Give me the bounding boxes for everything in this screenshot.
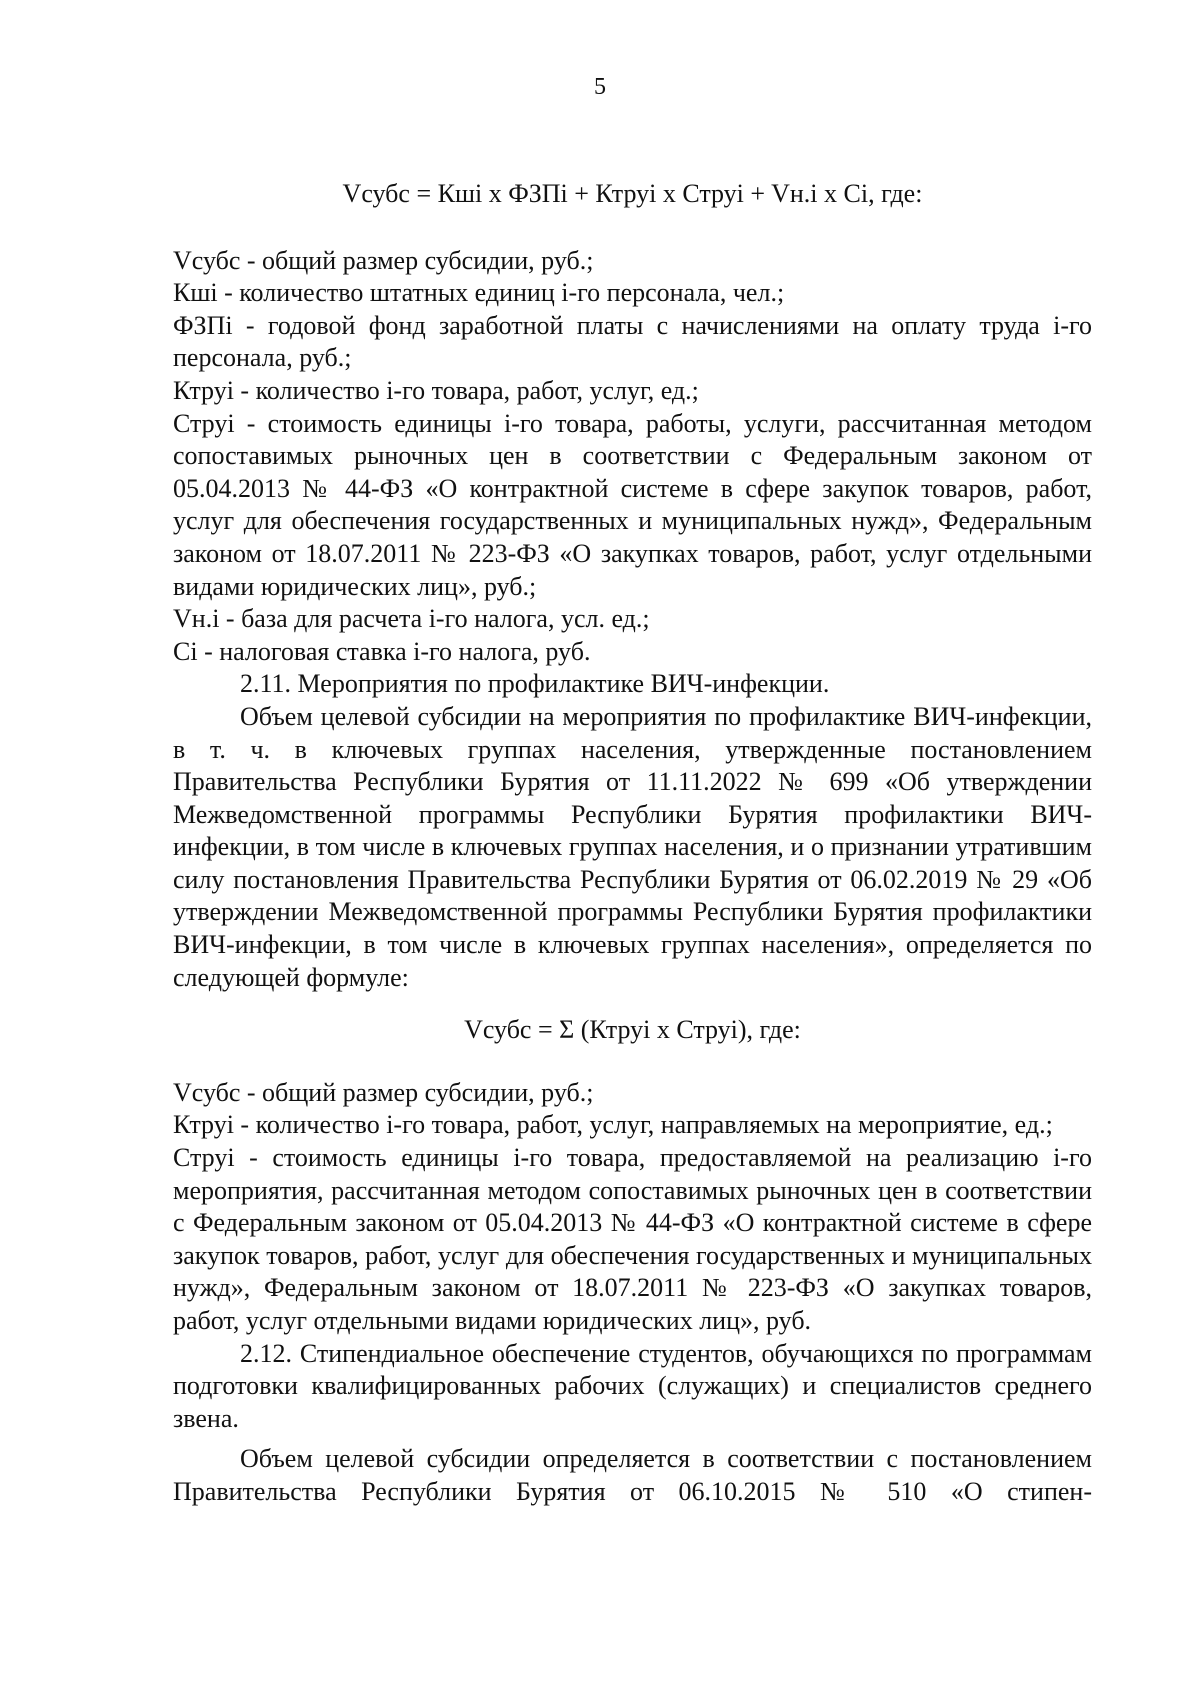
- page-number: 5: [594, 74, 606, 100]
- definition-ci: Сi - налоговая ставка i-го налога, руб.: [173, 636, 591, 666]
- definition-vsubs: Vсубс - общий размер субсидии, руб.;: [173, 245, 594, 275]
- section-heading-2-12: 2.12. Стипендиальное обеспечение студентов, обучающихся по программам подготовки квалифицированных рабочих (служащих) и специалистов среднего звена.: [173, 1338, 1092, 1433]
- definition-ktrui: Ктруi - количество i-го товара, работ, услуг, ед.;: [173, 375, 699, 405]
- definition-kshi: Кшi - количество штатных единиц i-го персонала, чел.;: [173, 278, 785, 308]
- definition-fzpi: ФЗПi - годовой фонд заработной платы с начислениями на оплату труда i-го персонала, руб.;: [173, 310, 1092, 373]
- definition-ktrui-2: Ктруi - количество i-го товара, работ, услуг, направляемых на мероприятие, ед.;: [173, 1110, 1053, 1140]
- formula-subsidy-total: Vсубс = Кшi х ФЗПi + Ктруi х Струi + Vн.i х Сi, где:: [342, 179, 923, 208]
- formula-subsidy-sum: Vсубс = Σ (Ктруi х Струi), где:: [464, 1015, 801, 1045]
- document-body: [173, 178, 1092, 1509]
- definition-vni: Vн.i - база для расчета i-го налога, усл. ед.;: [173, 604, 650, 634]
- section-heading-2-11: 2.11. Мероприятия по профилактике ВИЧ-инфекции.: [240, 669, 830, 699]
- section-body-2-12: Объем целевой субсидии определяется в соответствии с постановлением Правительства Республики Бурятия от 06.10.2015 № 510 «О стипен-: [173, 1444, 1092, 1506]
- definition-strui: Струi - стоимость единицы i-го товара, работы, услуги, рассчитанная методом сопоставимых рыночных цен в соответствии с Федеральным законом от 05.04.2013 № 44-ФЗ «О контрактной системе в сфере закупок товаров, работ, услуг для обеспечения государственных и муниципальных нужд», Федеральным законом от 18.07.2011 № 223-ФЗ «О закупках товаров, работ, услуг отдельными видами юридических лиц», руб.;: [173, 408, 1092, 601]
- definition-strui-2: Струi - стоимость единицы i-го товара, предоставляемой на реализацию i-го мероприятия, рассчитанная методом сопоставимых рыночных цен в соответствии с Федеральным законом от 05.04.2013 № 44-ФЗ «О контрактной системе в сфере закупок товаров, работ, услуг для обеспечения государственных и муниципальных нужд», Федеральным законом от 18.07.2011 № 223-ФЗ «О закупках товаров, работ, услуг отдельными видами юридических лиц», руб.: [173, 1143, 1092, 1335]
- section-body-2-11: Объем целевой субсидии на мероприятия по профилактике ВИЧ-инфекции, в т. ч. в ключевых группах населения, утвержденные постановлением Правительства Республики Бурятия от 11.11.2022 № 699 «Об утверждении Межведомственной программы Республики Бурятия профилактики ВИЧ-инфекции, в том числе в ключевых группах населения, и о признании утратившим силу постановления Правительства Республики Бурятия от 06.02.2019 № 29 «Об утверждении Межведомственной программы Республики Бурятия профилактики ВИЧ-инфекции, в том числе в ключевых группах населения», определяется по следующей формуле:: [173, 701, 1092, 992]
- definition-vsubs-2: Vсубс - общий размер субсидии, руб.;: [173, 1077, 594, 1107]
